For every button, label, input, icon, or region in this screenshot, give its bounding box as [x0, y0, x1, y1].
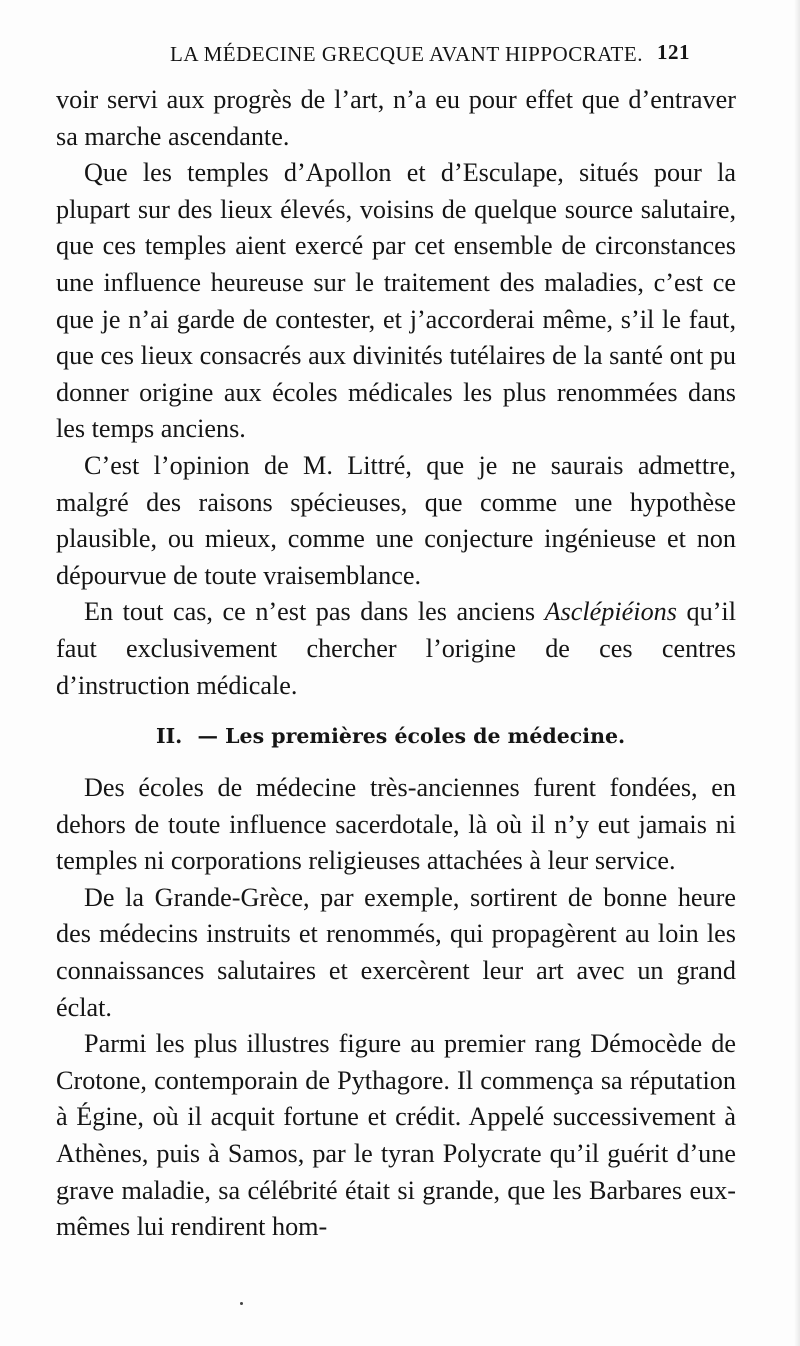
asclepieions-italic: Asclépiéions	[544, 597, 677, 627]
page-edge-shadow	[794, 0, 800, 1346]
section-heading	[156, 718, 736, 754]
paragraph-ecoles: Des écoles de médecine très-anciennes furent fondées, en dehors de toute influence sacerdotale, là où il n’y eut jamais ni temples ni corporations religieuses attachées à leur service.	[56, 773, 736, 876]
section-dash: —	[197, 724, 218, 749]
paragraph-continuation: voir servi aux progrès de l’art, n’a eu pour effet que d’entraver sa marche ascendante.	[56, 85, 736, 151]
running-title: LA MÉDECINE GRECQUE AVANT HIPPOCRATE.	[170, 42, 643, 66]
page-number: 121	[657, 40, 690, 64]
paragraph-grande-grece: De la Grande-Grèce, par exemple, sortirent de bonne heure des médecins instruits et renommés, qui propagèrent au loin les connaissances salutaires et exercèrent leur art avec un grand éclat.	[56, 882, 736, 1022]
paragraph-asclepieions-after: qu’il faut exclusivement chercher l’origine de ces centres d’instruction médicale.	[56, 597, 736, 700]
paragraph-democede: Parmi les plus illustres figure au premier rang Démocède de Crotone, contemporain de Pythagore. Il commença sa réputation à Égine, où il acquit fortune et crédit. Appelé successivement à Athènes, puis à Samos, par le tyran Polycrate qu’il guérit d’une grave maladie, sa célébrité était si grande, que les Barbares eux-mêmes lui rendirent hom-	[56, 1029, 736, 1242]
section-title: Les premières écoles de médecine.	[225, 724, 626, 749]
body-text	[56, 82, 736, 1246]
section-number: II.	[156, 724, 183, 749]
paragraph-asclepieions	[56, 594, 736, 704]
page-header	[170, 32, 730, 72]
paragraph-littre: C’est l’opinion de M. Littré, que je ne saurais admettre, malgré des raisons spécieuses, que comme une hypothèse plausible, ou mieux, comme une conjecture ingénieuse et non dépourvue de toute vraisemblance.	[56, 450, 736, 590]
print-speck	[240, 1302, 243, 1305]
paragraph-temples: Que les temples d’Apollon et d’Esculape, situés pour la plupart sur des lieux élevés, voisins de quelque source salutaire, que ces temples aient exercé par cet ensemble de circonstances une influence heureuse sur le traitement des maladies, c’est ce que je n’ai garde de contester, et j’accorderai même, s’il le faut, que ces lieux consacrés aux divinités tutélaires de la santé ont pu donner origine aux écoles médicales les plus renommées dans les temps anciens.	[56, 158, 736, 444]
paragraph-asclepieions-before: En tout cas, ce n’est pas dans les anciens	[84, 597, 545, 627]
